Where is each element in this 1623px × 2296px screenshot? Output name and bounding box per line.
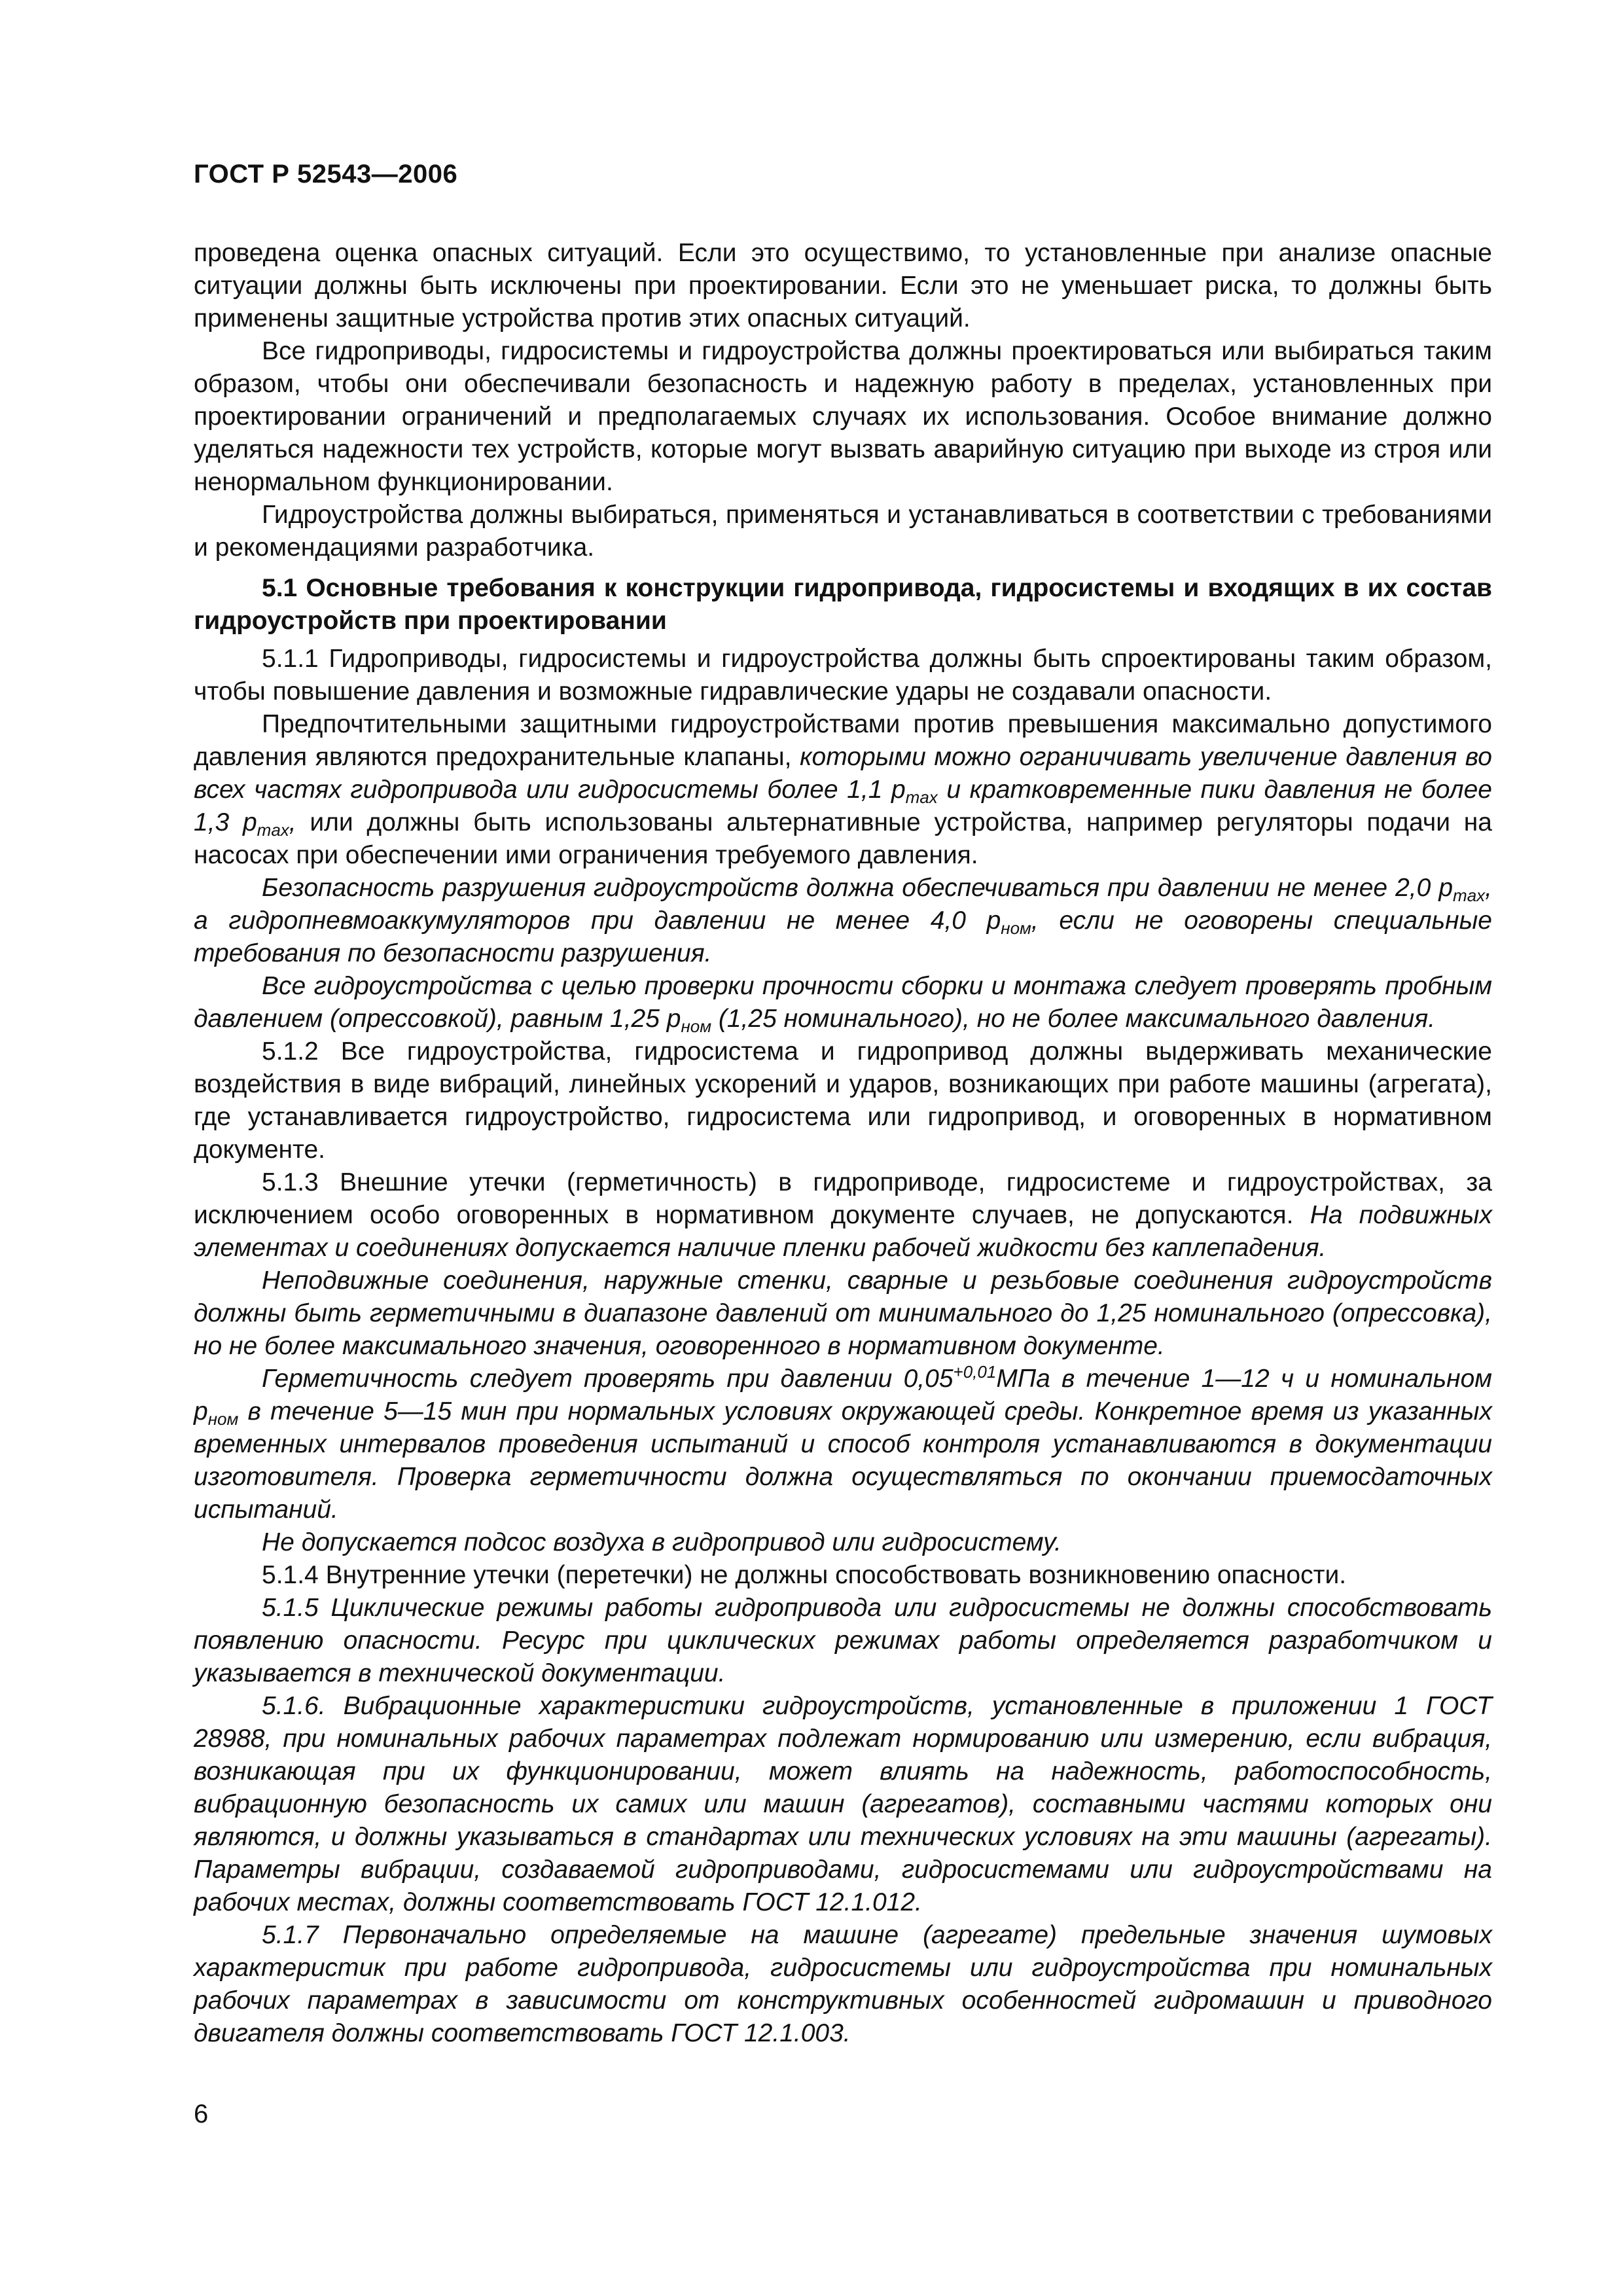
paragraph-tightness-test [194,1363,1492,1526]
page-number: 6 [194,2100,209,2128]
text-segment: Герметичность следует проверять при давлении 0,05 [262,1365,954,1393]
subscript-nom: ном [207,1409,239,1429]
text-segment: Все гидроустройства с целью проверки прочности сборки и монтажа следует проверять пробным давлением (опрессовкой), равным 1,25 p [194,972,1492,1033]
paragraph-5-1-2: 5.1.2 Все гидроустройства, гидросистема и гидропривод должны выдерживать механические воздействия в виде вибраций, линейных ускорений и ударов, возникающих при работе машины (агрегата), где устанавливается гидроустройство, гидросистема или гидропривод, и оговоренных в нормативном документе. [194,1037,1492,1164]
text-segment: или должны быть использованы альтернативные устройства, например регуляторы подачи на насосах при обеспечении ими ограничения требуемого давления. [194,808,1492,869]
paragraph-hydraulic-design: Все гидроприводы, гидросистемы и гидроустройства должны проектироваться или выбираться таким образом, чтобы они обеспечивали безопасность и надежную работу в пределах, установленных при проектировании ограничений и предполагаемых случаях их использования. Особое внимание должно уделяться надежности тех устройств, которые могут вызвать аварийную ситуацию при выходе из строя или ненормальном функционировании. [194,337,1492,496]
paragraph-continuation: проведена оценка опасных ситуаций. Если это осуществимо, то установленные при анализе опасные ситуации должны быть исключены при проектировании. Если это не уменьшает риска, то должны быть применены защитные устройства против этих опасных ситуаций. [194,239,1492,332]
paragraph-safety-valves [194,708,1492,872]
page-body [194,237,1492,2050]
paragraph-5-1-3 [194,1166,1492,1265]
subscript-nom: ном [1001,918,1031,938]
paragraph-proof-pressure [194,970,1492,1035]
subscript-max: max [1453,886,1486,905]
paragraph-5-1-5: 5.1.5 Циклические режимы работы гидропривода или гидросистемы не должны способствовать появлению опасности. Ресурс при циклических режимах работы определяется разработчиком и указывается в технической документации. [194,1594,1492,1687]
subscript-nom: ном [681,1016,712,1036]
section-heading-5-1: 5.1 Основные требования к конструкции гидропривода, гидросистемы и входящих в их состав гидроустройств при проектировании [194,574,1492,635]
text-segment: МПа в течение 1—12 ч и номинальном p [194,1365,1492,1426]
document-header: ГОСТ Р 52543—2006 [194,160,458,188]
paragraph-5-1-6: 5.1.6. Вибрационные характеристики гидроустройств, установленные в приложении 1 ГОСТ 28988, при номинальных рабочих параметрах подлежат нормированию или измерению, если вибрация, возникающая при их функционировании, может влиять на надежность, работоспособность, вибрационную безопасность их самих или машин (агрегатов), составными частями которых они являются, и должны указываться в стандартах или технических условиях на эти машины (агрегаты). Параметры вибрации, создаваемой гидроприводами, гидросистемами или гидроустройствами на рабочих местах, должны соответствовать ГОСТ 12.1.012. [194,1692,1492,1916]
paragraph-air-suction: Не допускается подсос воздуха в гидропривод или гидросистему. [262,1528,1061,1556]
paragraph-5-1-4: 5.1.4 Внутренние утечки (перетечки) не должны способствовать возникновению опасности. [262,1561,1347,1589]
text-segment: , если не оговорены специальные требования по безопасности разрушения. [194,906,1492,967]
italic-segment: которыми можно ограничивать увеличение давления во всех частях гидропривода или гидросистемы более 1,1 p [194,743,1492,804]
italic-segment: и кратковременные пики давления не более 1,3 p [194,776,1492,836]
paragraph-fixed-joints: Неподвижные соединения, наружные стенки, сварные и резьбовые соединения гидроустройств должны быть герметичными в диапазоне давлений от минимального до 1,25 номинального (опрессовка), но не более максимального значения, оговоренного в нормативном документе. [194,1266,1492,1360]
italic-segment: , [289,808,296,836]
text-segment: в течение 5—15 мин при нормальных условиях окружающей среды. Конкретное время из указанных временных интервалов проведения испытаний и способ контроля устанавливаются в документации изготовителя. Проверка герметичности должна осуществляться по окончании приемосдаточных испытаний. [194,1397,1492,1524]
paragraph-selection: Гидроустройства должны выбираться, применяться и устанавливаться в соответствии с требованиями и рекомендациями разработчика. [194,501,1492,562]
superscript-tolerance: +0,01 [953,1362,997,1382]
paragraph-5-1-7: 5.1.7 Первоначально определяемые на машине (агрегате) предельные значения шумовых характеристик при работе гидропривода, гидросистемы или гидроустройства при номинальных рабочих параметрах в зависимости от конструктивных особенностей гидромашин и приводного двигателя должны соответствовать ГОСТ 12.1.003. [194,1921,1492,2047]
subscript-max: max [905,787,938,807]
text-segment: , а гидропневмоаккумуляторов при давлении не менее 4,0 p [194,874,1492,935]
paragraph-5-1-1: 5.1.1 Гидроприводы, гидросистемы и гидроустройства должны быть спроектированы таким образом, чтобы повышение давления и возможные гидравлические удары не создавали опасности. [194,645,1492,706]
text-segment: Предпочтительными защитными гидроустройствами против превышения максимально допустимого давления являются предохранительные клапаны, [194,710,1492,771]
text-segment: Безопасность разрушения гидроустройств должна обеспечиваться при давлении не менее 2,0 p [262,874,1454,902]
text-segment: (1,25 номинального), но не более максимального давления. [711,1005,1436,1033]
text-segment: 5.1.3 Внешние утечки (герметичность) в гидроприводе, гидросистеме и гидроустройствах, за исключением особо оговоренных в нормативном документе случаев, не допускаются. [194,1168,1492,1229]
paragraph-destruction-safety [194,872,1492,970]
subscript-max: max [257,820,289,840]
italic-segment: На подвижных элементах и соединениях допускается наличие пленки рабочей жидкости без каплепадения. [194,1201,1493,1262]
